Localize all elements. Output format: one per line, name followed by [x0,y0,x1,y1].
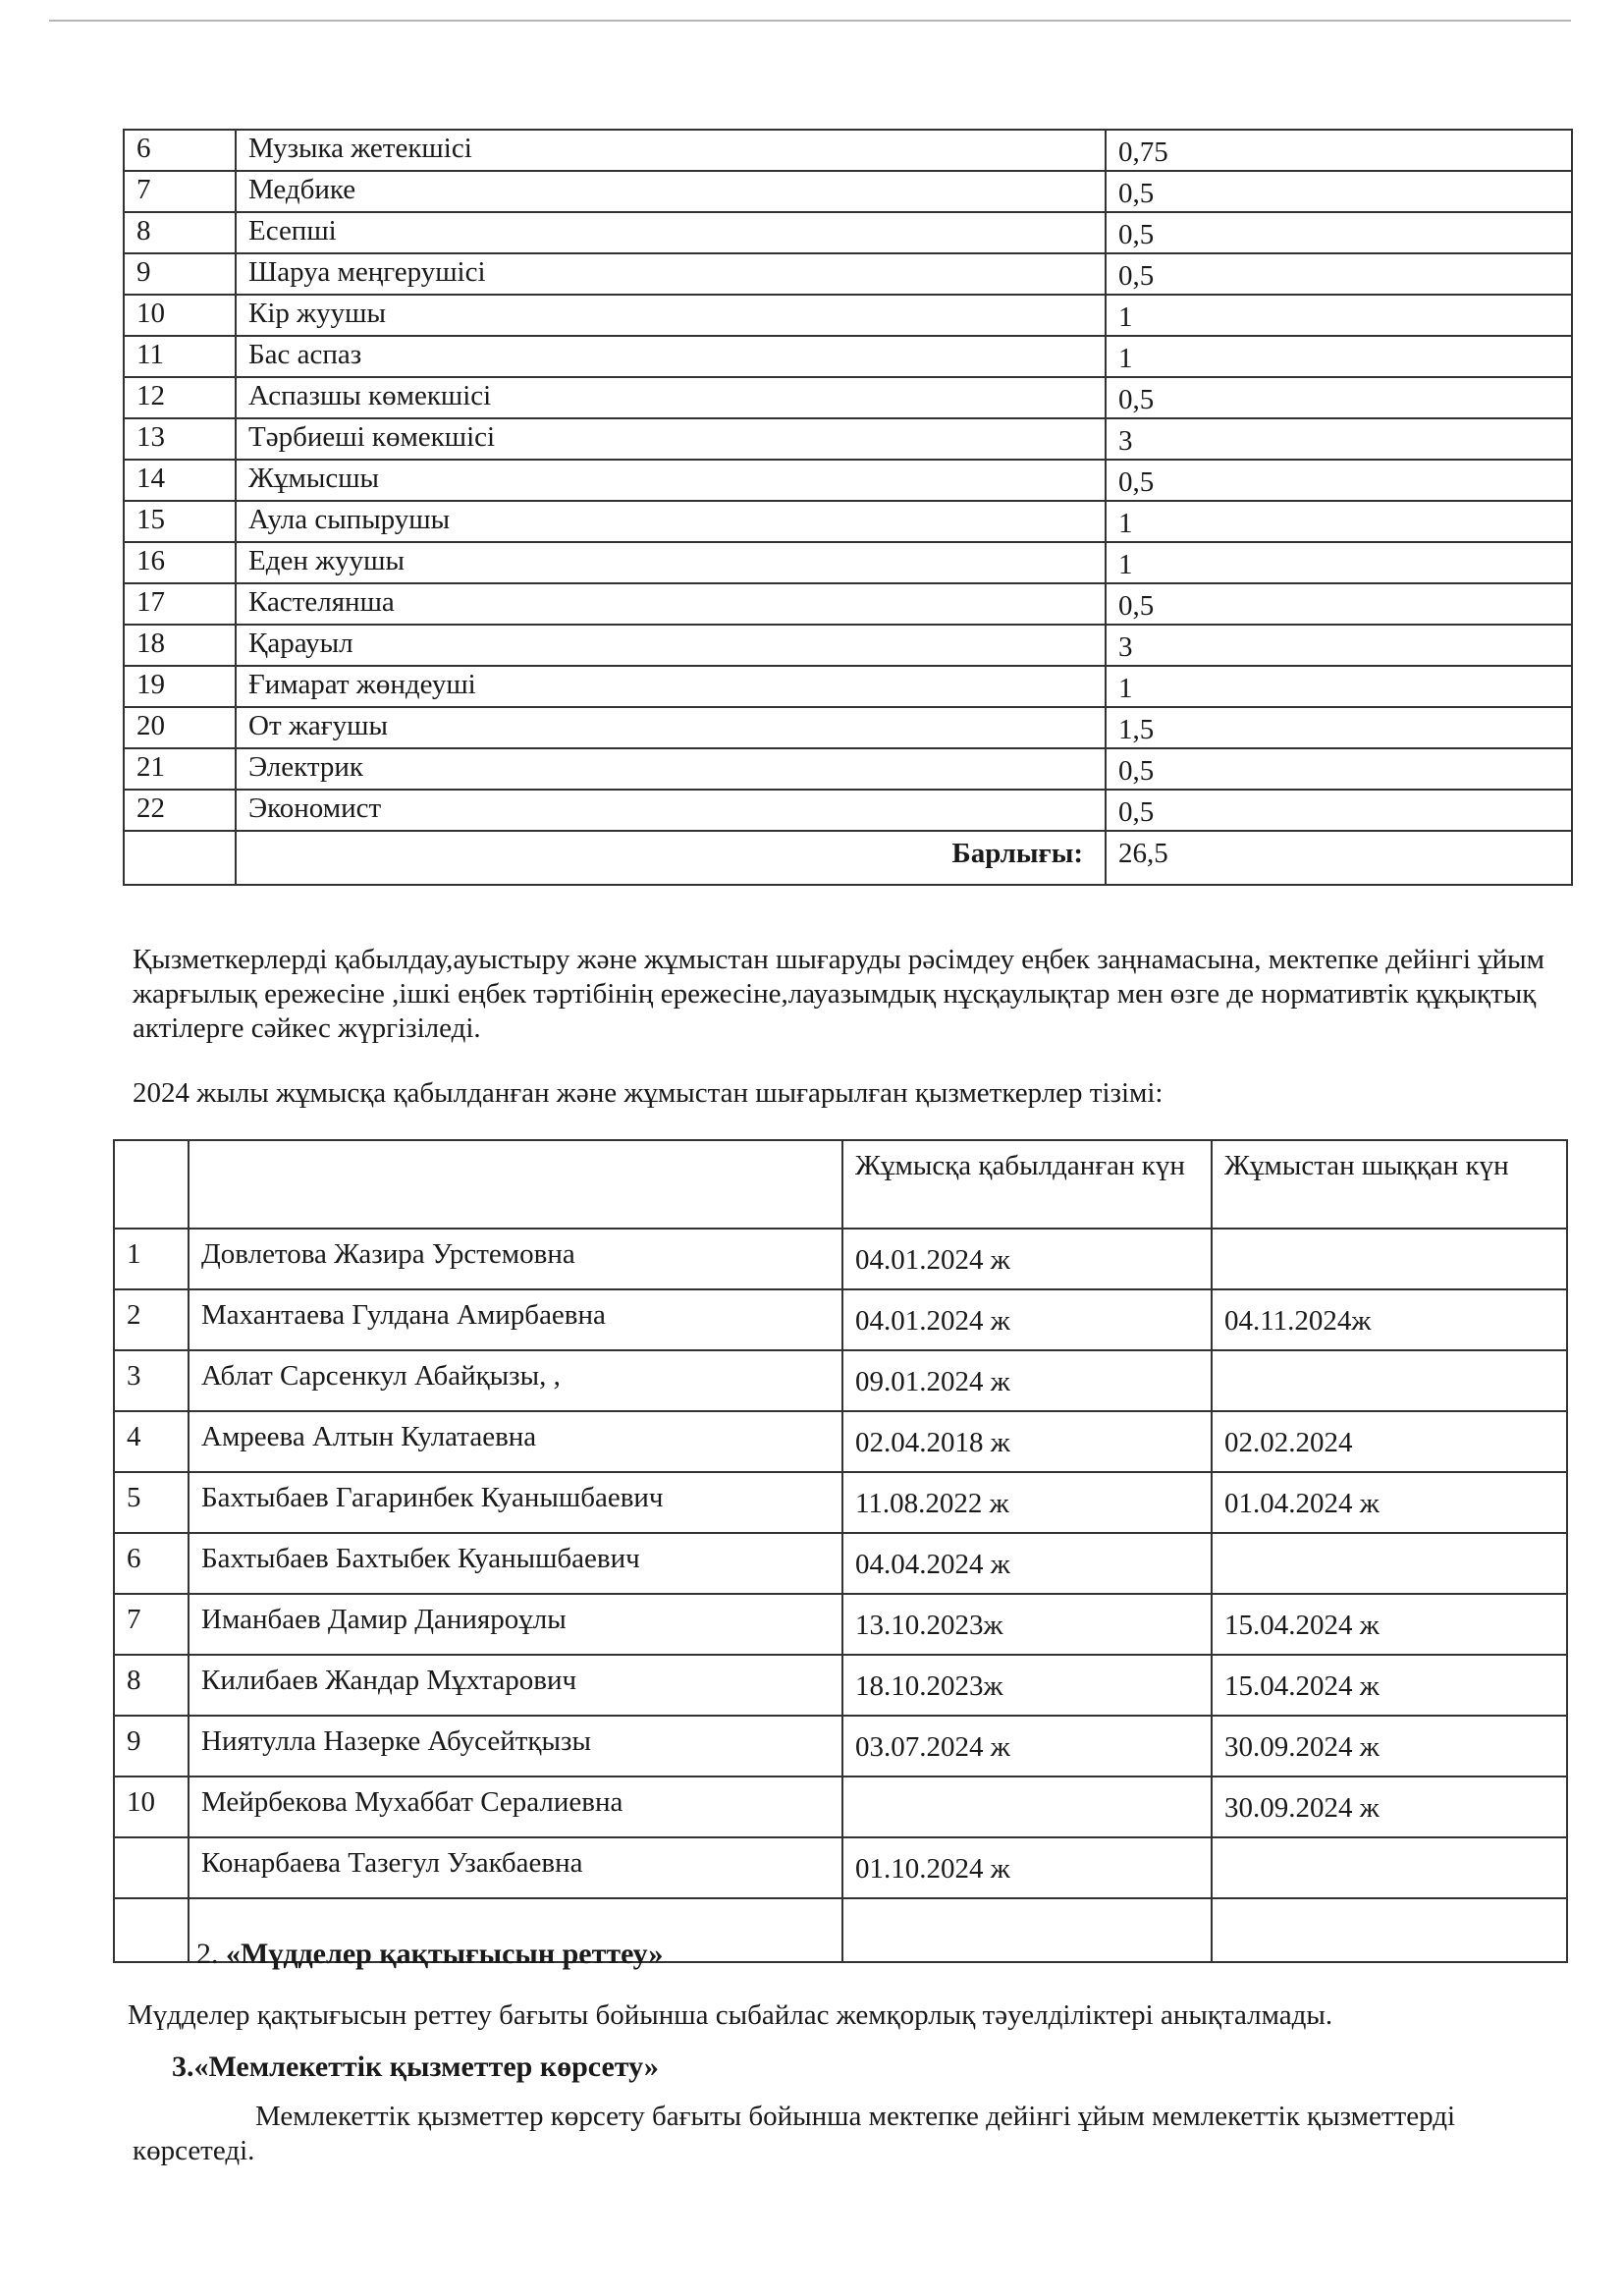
staff-rate: 0,5 [1106,212,1572,253]
staff-rate: 0,5 [1106,171,1572,212]
table-row [124,295,1572,336]
total-label: Барлығы: [236,831,1106,885]
staff-rate: 1 [1106,542,1572,583]
employee-name: Бахтыбаев Гагаринбек Куанышбаевич [189,1472,842,1533]
table-row [124,501,1572,542]
staff-rate: 0,5 [1106,377,1572,418]
staff-num: 14 [124,460,236,501]
staff-position: Аула сыпырушы [236,501,1106,542]
hired-date: 03.07.2024 ж [842,1716,1212,1777]
staff-num: 17 [124,583,236,625]
staff-rate: 0,5 [1106,460,1572,501]
section-2-title: «Мүдделер қақтығысын реттеу» [226,1938,664,1970]
staff-rate: 0,5 [1106,253,1572,295]
left-date: 01.04.2024 ж [1212,1472,1567,1533]
section-2-heading [196,1937,663,1972]
table-row [124,171,1572,212]
left-date: 02.02.2024 [1212,1411,1567,1472]
hired-date [842,1777,1212,1837]
staff-position: Аспазшы көмекшісі [236,377,1106,418]
table-row [124,336,1572,377]
table-row [114,1472,1567,1533]
staff-rate: 1 [1106,501,1572,542]
staff-position: Еден жуушы [236,542,1106,583]
table-row [124,253,1572,295]
employee-name: Мейрбекова Мухаббат Сералиевна [189,1777,842,1837]
regulation-paragraph: Қызметкерлерді қабылдау,ауыстыру және жұмыстан шығаруды рәсімдеу еңбек заңнамасына, мектепке дейінгі ұйым жарғылық ережесіне ,ішкі еңбек тәртібінің ережесіне,лауазымдық нұсқаулықтар мен өзге де нормативтік құқықтық актілерге сәйкес жүргізіледі. [133,944,1544,1044]
table-row [114,1229,1567,1289]
hired-date: 09.01.2024 ж [842,1350,1212,1411]
staff-rate: 1 [1106,336,1572,377]
staff-num: 19 [124,666,236,707]
employee-num: 10 [114,1777,189,1837]
employee-num: 5 [114,1472,189,1533]
total-row [124,831,1572,885]
hired-date: 04.01.2024 ж [842,1229,1212,1289]
staff-num: 10 [124,295,236,336]
staff-rate: 0,5 [1106,748,1572,790]
employee-num: 3 [114,1350,189,1411]
table-row [124,418,1572,460]
staff-rate: 1 [1106,666,1572,707]
empty-cell [114,1898,189,1962]
employee-num: 9 [114,1716,189,1777]
hired-date: 18.10.2023ж [842,1655,1212,1716]
staff-rate: 0,5 [1106,790,1572,831]
staff-num: 12 [124,377,236,418]
staff-num: 16 [124,542,236,583]
section-3-text: Мемлекеттік қызметтер көрсету бағыты бойынша мектепке дейінгі ұйым мемлекеттік қызметтерді көрсетеді. [133,2101,1456,2166]
total-value: 26,5 [1106,831,1572,885]
table-header-row [114,1140,1567,1229]
employee-name: Конарбаева Тазегул Узакбаевна [189,1837,842,1898]
table-row [114,1350,1567,1411]
staff-position: Электрик [236,748,1106,790]
staff-position: Бас аспаз [236,336,1106,377]
hired-date: 13.10.2023ж [842,1594,1212,1655]
hired-date: 04.01.2024 ж [842,1289,1212,1350]
list-title: 2024 жылы жұмысқа қабылданған және жұмыстан шығарылған қызметкерлер тізімі: [133,1077,1164,1109]
staff-position: Ғимарат жөндеуші [236,666,1106,707]
total-empty-cell [124,831,236,885]
staff-num: 8 [124,212,236,253]
section-3-heading [172,2050,659,2085]
staff-num: 15 [124,501,236,542]
table-row [124,625,1572,666]
employee-name: Амреева Алтын Кулатаевна [189,1411,842,1472]
staff-table [123,129,1573,886]
staff-position: Шаруа меңгерушісі [236,253,1106,295]
table-row [114,1837,1567,1898]
header-name-cell [189,1140,842,1229]
staff-num: 18 [124,625,236,666]
hired-date: 01.10.2024 ж [842,1837,1212,1898]
employee-num: 7 [114,1594,189,1655]
left-date [1212,1229,1567,1289]
staff-num: 11 [124,336,236,377]
left-date [1212,1350,1567,1411]
employee-num: 4 [114,1411,189,1472]
employee-name: Килибаев Жандар Мұхтарович [189,1655,842,1716]
employee-name: Аблат Сарсенкул Абайқызы, , [189,1350,842,1411]
left-date [1212,1533,1567,1594]
staff-rate: 3 [1106,625,1572,666]
section-2-number: 2. [196,1938,226,1970]
employee-name: Махантаева Гулдана Амирбаевна [189,1289,842,1350]
table-row [124,666,1572,707]
employee-num: 8 [114,1655,189,1716]
table-row [124,212,1572,253]
staff-num: 22 [124,790,236,831]
table-row [114,1533,1567,1594]
employees-table [113,1139,1568,1963]
table-row [124,748,1572,790]
staff-table-body [124,130,1572,885]
left-date: 15.04.2024 ж [1212,1594,1567,1655]
header-left-date: Жұмыстан шыққан күн [1212,1140,1567,1229]
hired-date: 04.04.2024 ж [842,1533,1212,1594]
staff-rate: 1 [1106,295,1572,336]
employee-name: Довлетова Жазира Урстемовна [189,1229,842,1289]
employee-name: Ниятулла Назерке Абусейтқызы [189,1716,842,1777]
staff-position: Қарауыл [236,625,1106,666]
staff-position: Экономист [236,790,1106,831]
employee-num [114,1837,189,1898]
staff-position: Жұмысшы [236,460,1106,501]
empty-cell [842,1898,1212,1962]
hired-date: 02.04.2018 ж [842,1411,1212,1472]
scan-top-line [49,20,1571,22]
table-row [124,460,1572,501]
staff-position: Медбике [236,171,1106,212]
section-3-title: 3.«Мемлекеттік қызметтер көрсету» [172,2050,659,2083]
left-date: 04.11.2024ж [1212,1289,1567,1350]
staff-position: Есепші [236,212,1106,253]
table-row [114,1594,1567,1655]
staff-rate: 0,5 [1106,583,1572,625]
employee-name: Бахтыбаев Бахтыбек Куанышбаевич [189,1533,842,1594]
table-row [114,1411,1567,1472]
header-hired-date: Жұмысқа қабылданған күн [842,1140,1212,1229]
staff-position: От жағушы [236,707,1106,748]
table-row [124,707,1572,748]
employee-num: 1 [114,1229,189,1289]
staff-num: 13 [124,418,236,460]
staff-rate: 1,5 [1106,707,1572,748]
left-date: 30.09.2024 ж [1212,1777,1567,1837]
header-num-cell [114,1140,189,1229]
staff-rate: 0,75 [1106,130,1572,171]
staff-num: 6 [124,130,236,171]
staff-position: Кір жуушы [236,295,1106,336]
staff-rate: 3 [1106,418,1572,460]
table-row [124,377,1572,418]
staff-position: Тәрбиеші көмекшісі [236,418,1106,460]
table-row [114,1655,1567,1716]
table-row [124,583,1572,625]
staff-num: 9 [124,253,236,295]
table-row [124,130,1572,171]
staff-num: 21 [124,748,236,790]
table-row [114,1777,1567,1837]
employee-num: 2 [114,1289,189,1350]
staff-position: Кастелянша [236,583,1106,625]
table-row [124,790,1572,831]
left-date: 30.09.2024 ж [1212,1716,1567,1777]
section-2-text: Мүдделер қақтығысын реттеу бағыты бойынша сыбайлас жемқорлық тәуелділіктері анықталмады. [128,1999,1333,2031]
empty-cell [1212,1898,1567,1962]
hired-date: 11.08.2022 ж [842,1472,1212,1533]
staff-position: Музыка жетекшісі [236,130,1106,171]
staff-num: 7 [124,171,236,212]
left-date [1212,1837,1567,1898]
employee-name: Иманбаев Дамир Данияроұлы [189,1594,842,1655]
left-date: 15.04.2024 ж [1212,1655,1567,1716]
employee-num: 6 [114,1533,189,1594]
table-row [114,1716,1567,1777]
table-row [124,542,1572,583]
staff-num: 20 [124,707,236,748]
table-row [114,1289,1567,1350]
